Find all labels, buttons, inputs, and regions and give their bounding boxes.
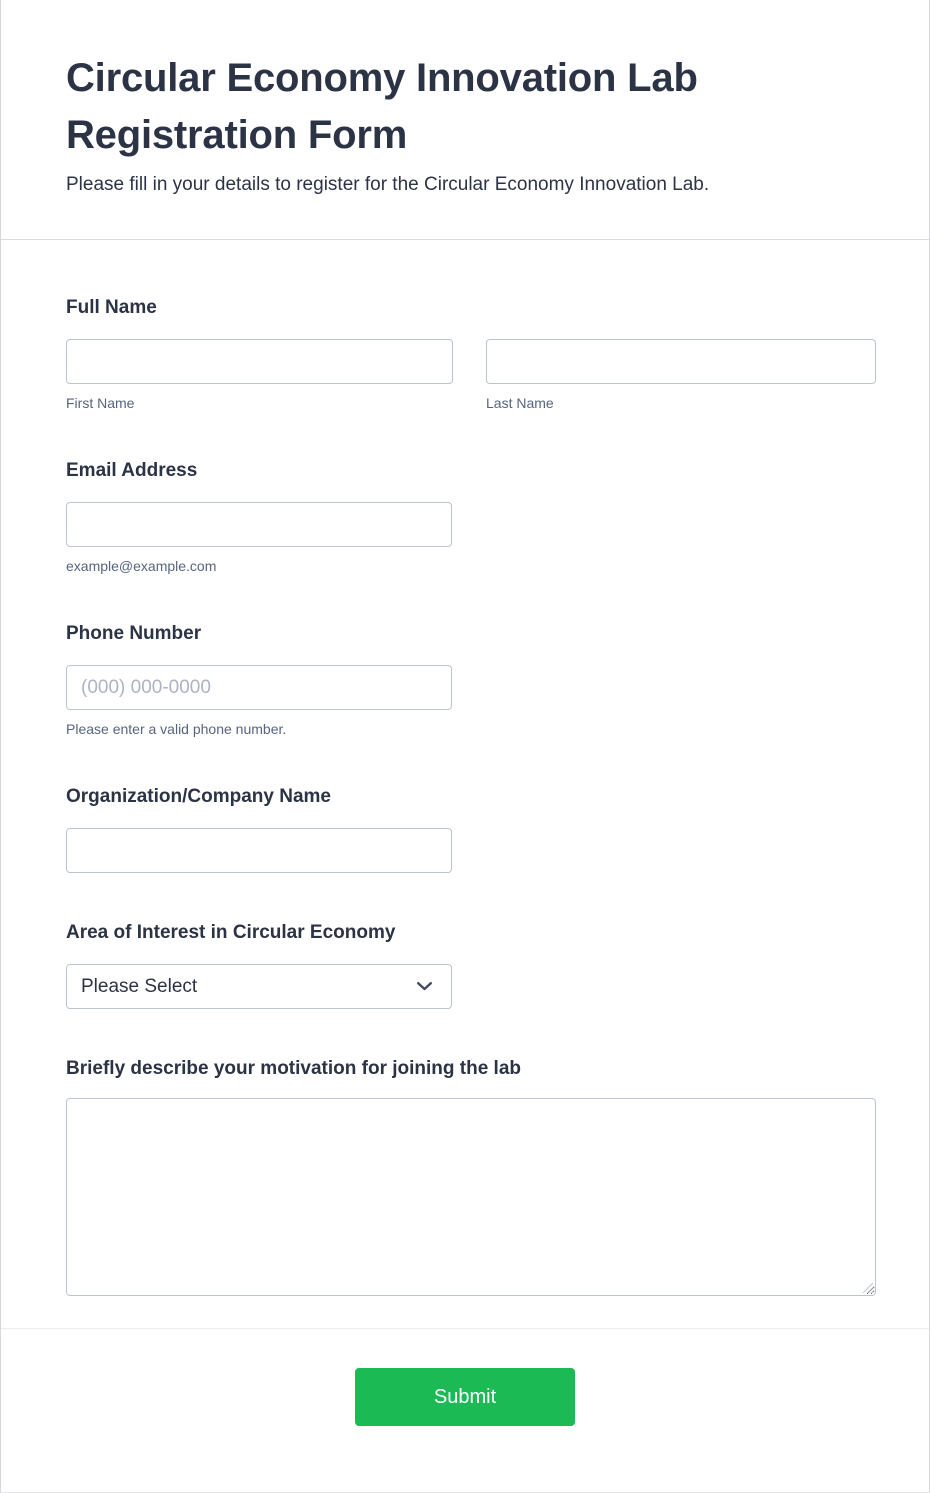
first-name-column: [66, 319, 453, 411]
email-hint: example@example.com: [66, 558, 217, 574]
organization-input[interactable]: [66, 828, 452, 873]
phone-hint: Please enter a valid phone number.: [66, 721, 287, 737]
field-phone: [66, 623, 874, 737]
chevron-down-icon: [416, 981, 433, 992]
motivation-textarea[interactable]: [66, 1098, 876, 1296]
field-organization: [66, 786, 874, 873]
email-label: Email Address: [66, 460, 198, 481]
field-email: [66, 460, 874, 574]
form-subtitle: Please fill in your details to register for the Circular Economy Innovation Lab.: [66, 174, 710, 195]
interest-select-value: Please Select: [81, 975, 198, 997]
last-name-input[interactable]: [486, 339, 876, 384]
first-name-sublabel: First Name: [66, 395, 135, 411]
first-name-input[interactable]: [66, 339, 453, 384]
motivation-label: Briefly describe your motivation for joining the lab: [66, 1058, 522, 1079]
interest-select[interactable]: [66, 964, 452, 1009]
last-name-column: [486, 319, 876, 411]
organization-label: Organization/Company Name: [66, 786, 331, 807]
field-motivation: [66, 1058, 874, 1296]
submit-button[interactable]: Submit: [355, 1368, 575, 1426]
motivation-textarea-wrap: [66, 1098, 876, 1296]
full-name-row: [66, 319, 874, 411]
phone-label: Phone Number: [66, 623, 202, 644]
last-name-sublabel: Last Name: [486, 395, 554, 411]
full-name-label: Full Name: [66, 297, 157, 318]
email-input[interactable]: [66, 502, 452, 547]
form-header: [1, 0, 929, 240]
form-title: Circular Economy Innovation Lab Registration Form: [66, 56, 698, 157]
interest-label: Area of Interest in Circular Economy: [66, 922, 396, 943]
form-body: [1, 240, 929, 1328]
field-full-name: [66, 297, 874, 411]
field-interest: [66, 922, 874, 1009]
form-footer: [1, 1328, 929, 1492]
phone-input[interactable]: [66, 665, 452, 710]
